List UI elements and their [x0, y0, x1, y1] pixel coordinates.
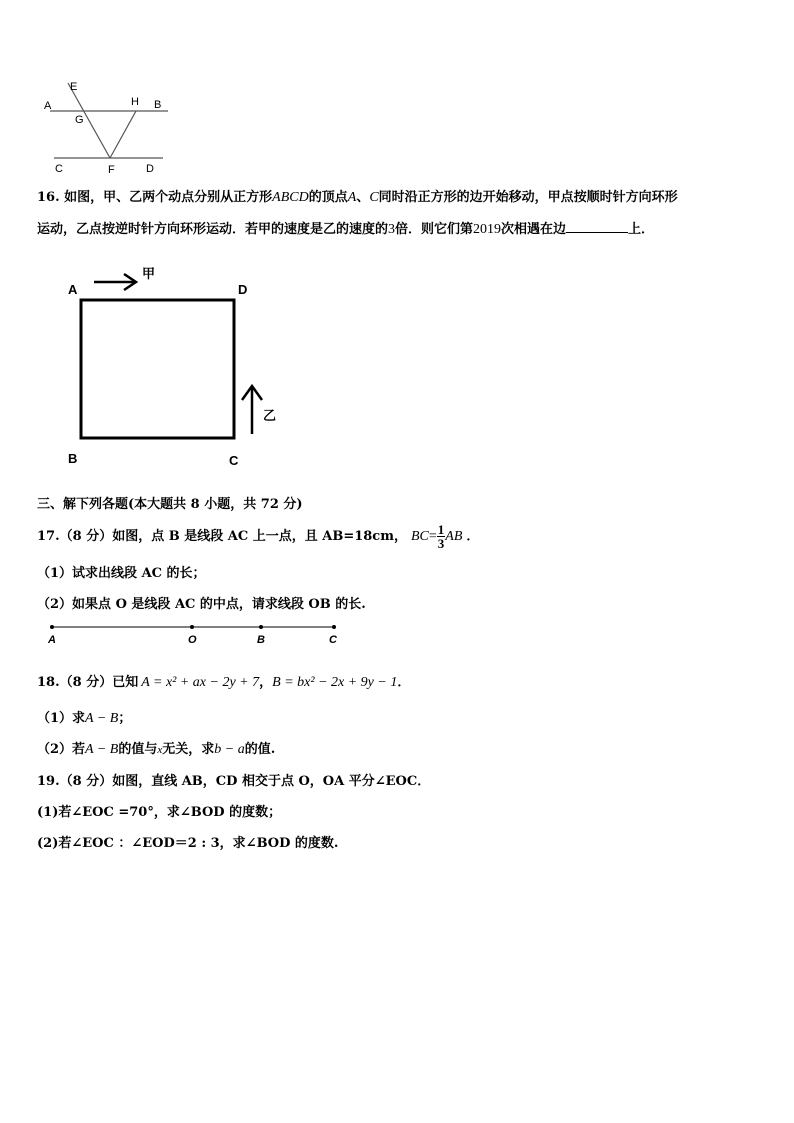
label-c: C	[55, 163, 63, 175]
point-c	[332, 625, 336, 629]
question-19: 19.（8 分）如图，直线 AB，CD 相交于点 O，OA 平分∠EOC．	[37, 774, 431, 789]
question-18: 18.（8 分）已知 A = x² + ax − 2y + 7，B = bx² − 2x + 9y − 1．	[37, 675, 411, 690]
label-a: A	[44, 100, 52, 112]
question-number: 16.	[37, 190, 60, 205]
label-e: E	[70, 81, 78, 93]
label-b: B	[154, 99, 162, 111]
question-number: 17.	[37, 529, 60, 544]
point-o	[190, 625, 194, 629]
question-number: 18.	[37, 675, 60, 690]
question-19-part1: (1)若∠EOC =70°，求∠BOD 的度数；	[37, 805, 282, 820]
square-abcd	[81, 300, 234, 438]
label-a: A	[48, 634, 56, 646]
square-abcd-figure	[60, 262, 290, 477]
section-3-heading: 三、解下列各题(本大题共 8 小题，共 72 分)	[37, 497, 303, 512]
segment-aoc-figure	[40, 618, 350, 648]
label-jia: 甲	[142, 266, 156, 281]
answer-blank[interactable]	[566, 220, 628, 233]
label-o: O	[188, 634, 197, 646]
question-18-part2: （2）若A − B的值与x无关，求b − a的值.	[37, 742, 276, 757]
vertex-d: D	[238, 282, 248, 297]
arrow-right-icon	[94, 274, 136, 290]
label-b: B	[257, 634, 265, 646]
question-16-line2: 运动，乙点按逆时针方向环形运动．若甲的速度是乙的速度的3倍．则它们第2019次相遇在边 上．	[37, 222, 655, 237]
parallel-lines-figure	[30, 70, 180, 180]
label-g: G	[75, 114, 84, 126]
question-18-part1: （1）求A − B；	[37, 711, 132, 726]
vertex-a: A	[68, 282, 78, 297]
label-h: H	[131, 96, 139, 108]
label-d: D	[146, 163, 154, 175]
question-16-line1: 16. 如图，甲、乙两个动点分别从正方形ABCD的顶点A、C同时沿正方形的边开始移动，甲点按顺时针方向环形	[37, 190, 678, 205]
vertex-c: C	[229, 453, 239, 468]
fraction-one-third: $\frac{1}{3}$	[437, 522, 445, 551]
point-a	[50, 625, 54, 629]
question-number: 19.	[37, 774, 60, 789]
segment-hf	[110, 111, 136, 158]
question-17-part1: （1）试求出线段 AC 的长；	[37, 566, 206, 581]
question-17-part2: （2）如果点 O 是线段 AC 的中点，请求线段 OB 的长.	[37, 597, 366, 612]
question-17: 17.（8 分）如图，点 B 是线段 AC 上一点，且 AB=18cm， BC= $\frac{1}{3}$ AB ．	[37, 522, 480, 551]
point-b	[259, 625, 263, 629]
label-c: C	[329, 634, 337, 646]
label-f: F	[108, 164, 115, 176]
vertex-b: B	[68, 451, 78, 466]
label-yi: 乙	[263, 408, 277, 423]
arrow-up-icon	[242, 386, 262, 434]
question-19-part2: (2)若∠EOC ：∠EOD＝2 : 3，求∠BOD 的度数.	[37, 836, 339, 851]
